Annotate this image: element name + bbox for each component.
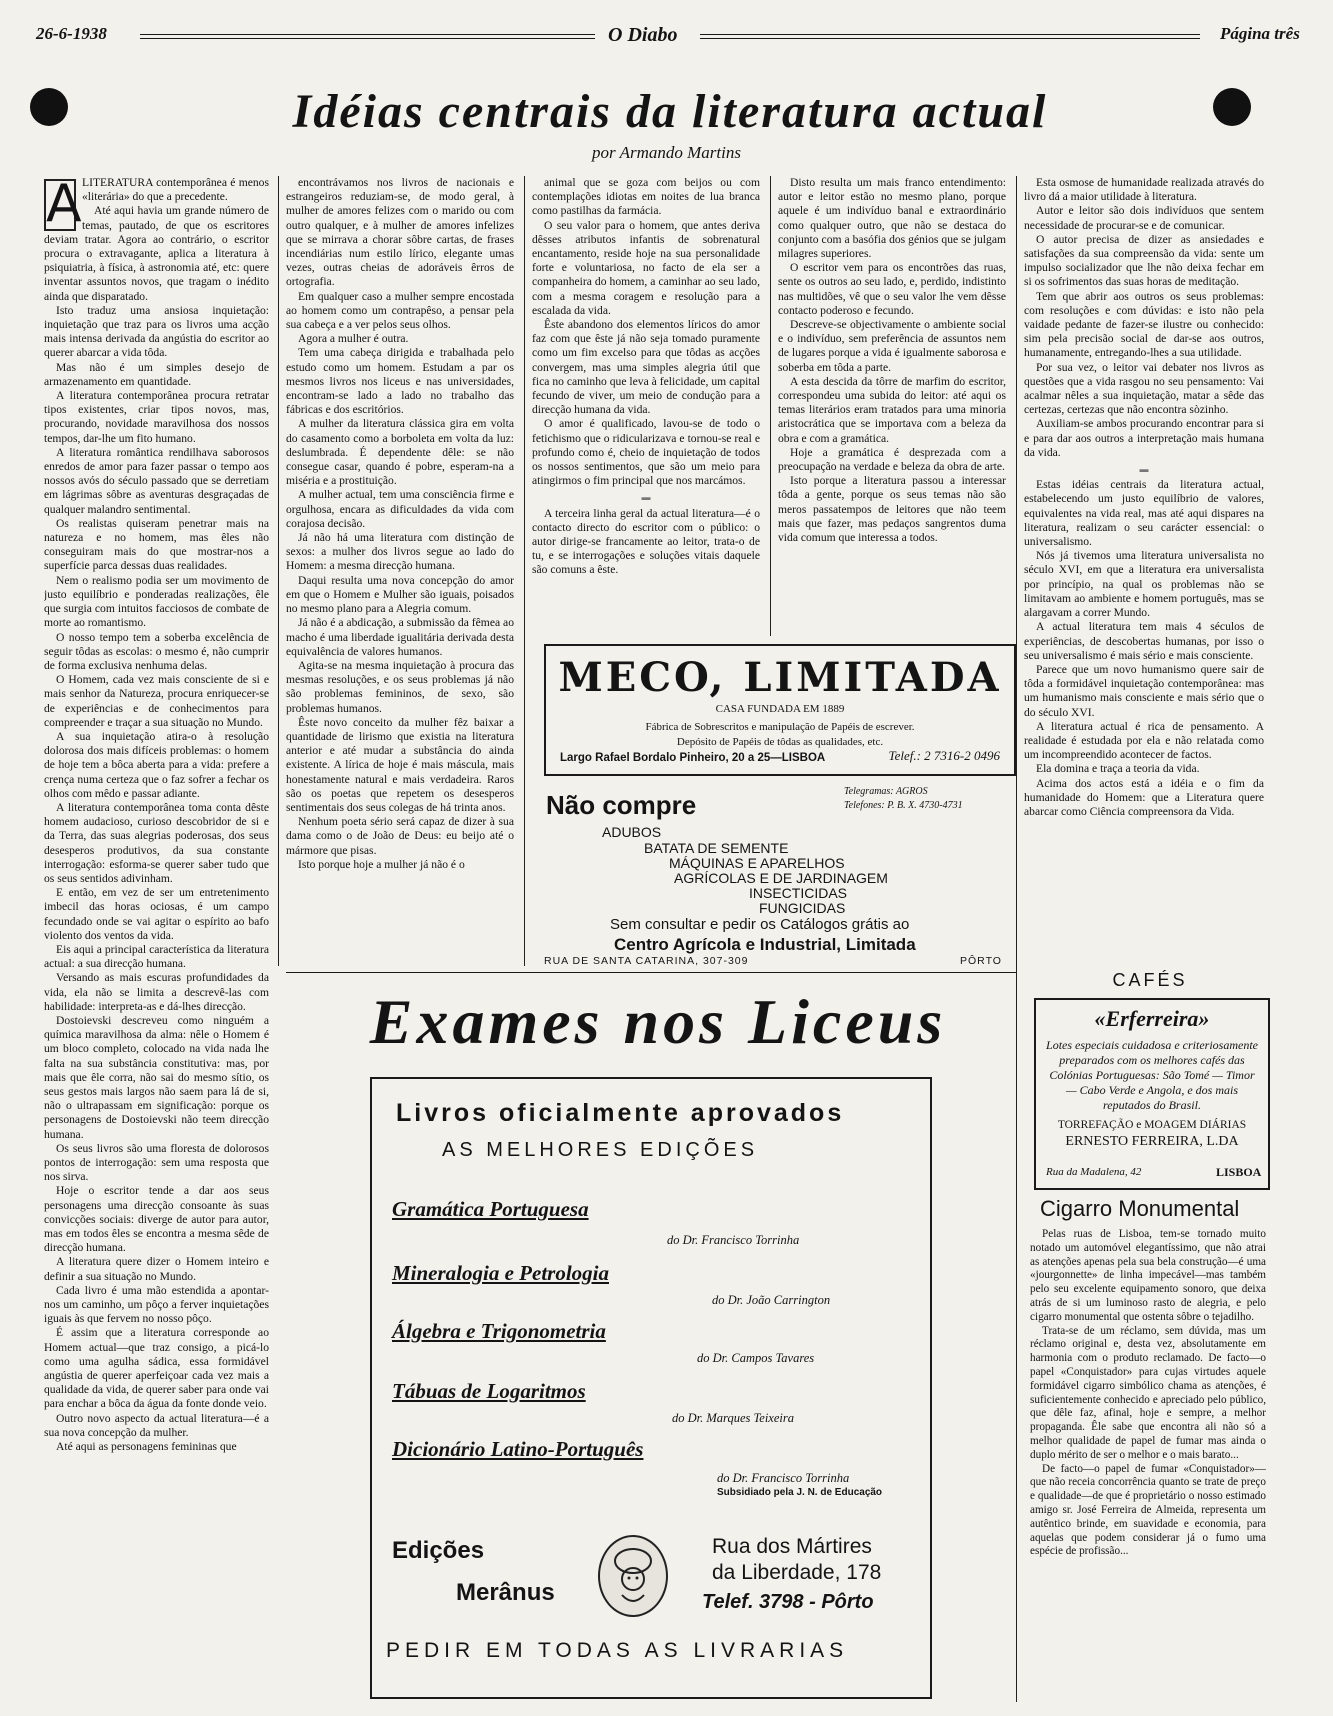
agricola-consult: Sem consultar e pedir os Catálogos grátis ao	[610, 916, 910, 933]
article-paragraph: Nem o realismo podia ser um movimento de justo equilíbrio e ponderadas realizações, êle que surgia com intuitos facciosos de combate de morte ao romantismo.	[44, 573, 269, 630]
cafes-owner: ERNESTO FERREIRA, L.DA	[1065, 1134, 1239, 1149]
article-paragraph: O Homem, cada vez mais consciente de si e mais senhor da Natureza, procura enriquecer-se de experiências e de conhecimentos para compreender e traçar a sua situação no Mundo.	[44, 673, 269, 729]
article-paragraph: Disto resulta um mais franco entendimento: autor e leitor estão no mesmo plano, porque aquele é um indivíduo banal e extraordinário como qualquer outro, que não se destaca do conjunto com a basófia dos génios que se julgam milagres superiores.	[778, 176, 1006, 261]
cafes-ad	[1030, 970, 1270, 991]
article-paragraph: O seu valor para o homem, que antes deriva dêsses atributos infantis de sobrenatural encantamento, reside hoje na sua personalidade forte e voluntariosa, no facto de ela ser a companheira do homem, a caminhar ao seu lado, com a mesma coragem e resolução para a escalada da vida.	[532, 218, 760, 317]
article-paragraph: Estas idéias centrais da literatura actual, estabelecendo um justo equilíbrio de valores, equivalentes na vida real, mas até aqui dispares na literatura, realizam o seu carácter essencial: o universalismo.	[1024, 478, 1264, 549]
column-divider	[524, 176, 525, 966]
cigarro-text	[1030, 1228, 1266, 1702]
article-paragraph: Isto porque a literatura passou a interessar tôda a gente, porque os seus temas não são meros passatempos de leitores que não teem mais que fazer, mas pedaços sangrentos duma vida comum que interessa a todos.	[778, 474, 1006, 545]
book-title: Gramática Portuguesa	[392, 1197, 589, 1221]
meco-address: Largo Rafael Bordalo Pinheiro, 20 a 25—LISBOA	[560, 752, 826, 764]
agricola-item: INSECTICIDAS	[749, 885, 848, 901]
article-paragraph: A actual literatura tem mais 4 séculos de experiências, de descobertas humanas, por isso o seu universalismo é mais sério e mais consciente.	[1024, 620, 1264, 662]
article-paragraph: animal que se goza com beijos ou com contemplações idiotas em noites de lua branca como pastilhas da farmácia.	[532, 176, 760, 218]
exames-headline: Exames nos Liceus	[369, 986, 947, 1057]
title-bullet-right	[1213, 88, 1251, 126]
exames-melhores: AS MELHORES EDIÇÕES	[442, 1139, 759, 1161]
meco-name: MECO, LIMITADA	[558, 654, 1002, 701]
article-paragraph: Hoje a gramática é desprezada com a preocupação na verdade e beleza da obra de arte.	[778, 445, 1006, 474]
agricola-item: BATATA DE SEMENTE	[644, 840, 789, 856]
article-paragraph: Eis aqui a principal característica da literatura actual: a sua direcção humana.	[44, 942, 269, 971]
article-paragraph: A sua inquietação atira-o à resolução dolorosa dos mais difíceis problemas: o homem de hoje tem a bôca aberta para a vida: prefere a crença numa certeza que o faz sofrer a fechar os olhos com mêdo e passar adiante.	[44, 729, 269, 800]
book-title: Álgebra e Trigonometria	[392, 1319, 606, 1343]
article-paragraph: Isto traduz uma ansiosa inquietação: inquietação que traz para os livros uma acção mais intensa derivada da angústia do escritor ao querer abarcar a vida tôda.	[44, 303, 269, 360]
cafes-label: CAFÉS	[1112, 970, 1188, 990]
article-paragraph: Agita-se na mesma inquietação à procura das mesmas resoluções, e os seus problemas já não são problemas femininos, de sexo, são problemas humanos.	[286, 658, 514, 715]
drop-cap: A	[46, 176, 82, 234]
article-column-4	[778, 176, 1006, 636]
article-paragraph: Dostoievski descreveu como ninguém a química maravilhosa da alma: nêle o Homem é um bloco completo, colocado na vida nada lhe falta na sua substância constitutiva: mas, por mais que êle corra, não sai do mesmo sítio, os seus gestos mais largos não saem para lá de si, não o ultrapassam em significação: porque os personagens de Dostoievski não teem direcção humana.	[44, 1013, 269, 1141]
article-paragraph: Isto porque hoje a mulher já não é o	[298, 857, 465, 871]
article-paragraph: A literatura contemporânea toma conta dêste homem audacioso, curioso descobridor de si e da Terra, das suas alegrias poderosas, dos seus desesperos produtivos, da sua constante interrogação: esforma-se querer saber tudo que os seus sentidos adivinham.	[44, 800, 269, 885]
newspaper-name: O Diabo	[608, 24, 678, 46]
article-column-2	[286, 176, 514, 966]
cigarro-paragraph: Trata-se de um réclamo, sem dúvida, mas um réclamo original e, desta vez, absolutamente em harmonia com o produto reclamado. De facto—o papel «Conquistador» para cujas virtudes aquele formidável cigarro simbólico chama as atenções, é suficientemente conhecido e apreciado pelo público, que dêle faz, afinal, hoje e sempre, a melhor propaganda. Êle sabe que encontra ali não só a melhor qualidade de papel de fumar mas ainda o duplo mérito de ser o melhor e o mais barato...	[1030, 1324, 1266, 1461]
article-byline: por Armando Martins	[592, 143, 741, 162]
agricola-item: MÁQUINAS E APARELHOS	[669, 855, 845, 871]
article-paragraph: Êste novo conceito da mulher fêz baixar a quantidade de lirismo que existia na literatura anterior e até mudar a substância do ainda existente. A lírica de hoje é mais máscula, mais honestamente natural e mais verdadeira. Raros são os poetas que repetem os desesperos sentimentais dos seus colegas de há trinta anos.	[286, 715, 514, 814]
article-paragraph: Agora a mulher é outra.	[298, 332, 409, 346]
article-paragraph: Tem que abrir aos outros os seus problemas: com resoluções e com dúvidas: e isto não pela vaidade pedante de fazer-se ilustre ou conhecido: sim pela precisão social de dar-se aos outros, humanamente, entregando-lhes a sua utilidade.	[1024, 289, 1264, 360]
publisher-edicoes: Edições	[392, 1537, 485, 1564]
section-separator: ▬	[641, 492, 651, 503]
article-paragraph: Esta osmose de humanidade realizada através do livro dá a maior utilidade à literatura.	[1024, 176, 1264, 204]
cafes-address: Rua da Madalena, 42	[1046, 1166, 1142, 1178]
article-paragraph: Daqui resulta uma nova concepção do amor em que o Homem e Mulher são iguais, poisados no mesmo plano para a Alegria comum.	[286, 573, 514, 616]
article-paragraph: Parece que um novo humanismo quere sair de tôda a formidável inquietação contemporânea: mas um humanismo mais consciente e mais sério que o do século XVI.	[1024, 662, 1264, 719]
article-column-3	[532, 176, 760, 636]
agricola-item: ADUBOS	[602, 824, 662, 840]
cigarro-paragraph: Pelas ruas de Lisboa, tem-se tornado muito notado um automóvel elegantíssimo, que não atrai as atenções apenas pela sua bela construção—é uma «jourgonnette» de linha impecável—mas também pelo seu excelente equipamento sonoro, que deixa atrás de si um luminoso rasto de alegria, e pelo cigarro monumental que ostenta sôbre o tejadilho.	[1030, 1228, 1266, 1323]
article-paragraph: O autor precisa de dizer as ansiedades e satisfações da sua compreensão da vida: sente um impulso socializador que lhe não deixa fechar em si os sofrimentos das suas horas de meditação.	[1024, 232, 1264, 289]
agricola-street: RUA DE SANTA CATARINA, 307-309	[544, 955, 749, 967]
publisher-address2: da Liberdade, 178	[712, 1561, 882, 1584]
cigarro-title: Cigarro Monumental	[1040, 1196, 1240, 1221]
article-paragraph: Hoje o escritor tende a dar aos seus personagens uma direcção consoante às suas convicções sociais: diverge de autor para autor, mas em todos êles se encontra a mesma sêde de direcção humana.	[44, 1184, 269, 1255]
exames-pedir: PEDIR EM TODAS AS LIVRARIAS	[386, 1639, 849, 1662]
article-paragraph: Êste abandono dos elementos líricos do amor faz com que êste já não seja tomado puramente como um fim excelso para que tôdas as acções convergem, mas uma simples alegria útil que fica no caminho que leva à felicidade, um capital fecundo de viver, um meio de condução para a direcção humana da vida.	[532, 318, 760, 417]
article-paragraph: Os seus livros são uma floresta de dolorosos pontos de interrogação: sem uma resposta que nos sirva.	[44, 1141, 269, 1184]
publisher-logo	[598, 1535, 668, 1617]
agricola-title: Não compre	[546, 790, 697, 820]
cafes-description: Lotes especiais cuidadosa e criteriosamente preparados com os melhores cafés das Colónias Portuguesas: São Tomé — Timor — Cabo Verde e Angola, e dos mais reputados do Brasil.	[1046, 1038, 1258, 1112]
cafes-box	[1034, 998, 1270, 1190]
article-paragraph: LITERATURA contemporânea é menos «literária» do que a precedente.	[82, 176, 269, 204]
article-paragraph: A mulher actual, tem uma consciência firme e orgulhosa, encara as dificuldades da vida com corajosa decisão.	[286, 488, 514, 530]
book-author: do Dr. Francisco Torrinha	[717, 1471, 850, 1485]
cigarro-paragraph: De facto—o papel de fumar «Conquistador»—que não receia concorrência quanto se trate de preço e qualidade—de que é proprietário o nosso estimado amigo sr. José Ferreira de Almeida, representa um autêntico brinde, em suavidade e economia, para aquelas que podem considerar já o fumo uma espécie de profissão...	[1030, 1462, 1266, 1558]
article-paragraph: Por sua vez, o leitor vai debater nos livros as questões que a vida rasgou no seu pensamento: Vai acalmar nêles a sua inquietação, matar a sêde das certezas, certezas que não encontra sòzinho.	[1024, 360, 1264, 417]
article-paragraph: Cada livro é uma mão estendida a apontar-nos um caminho, um pôço a ferver inquietações iguais às que fervem no nosso pôço.	[44, 1283, 269, 1326]
meco-ad	[544, 644, 1016, 776]
article-paragraph: A literatura quere dizer o Homem inteiro e definir a sua situação no Mundo.	[44, 1255, 269, 1283]
book-title: Mineralogia e Petrologia	[392, 1261, 609, 1285]
article-paragraph: Já não há uma literatura com distinção de sexos: a mulher dos livros segue ao lado do Homem: a mesma direcção humana.	[286, 531, 514, 573]
title-bullet-left	[30, 88, 68, 126]
column-divider	[278, 176, 279, 966]
agricola-city: PÔRTO	[960, 955, 1002, 967]
cafes-brand: «Erferreira»	[1094, 1006, 1210, 1031]
article-paragraph: encontrávamos nos livros de nacionais e estrangeiros reduziam-se, de modo geral, à mulher de amores felizes com o marido ou com outro qualquer, e à mulher de amores infelizes que se mirrava a chorar sôbre cartas, de frases incendiárias num estilo lírico, elegante umas vezes, outras cheias de adoráveis êrros de ortografia.	[286, 176, 514, 289]
article-paragraph: O amor é qualificado, lavou-se de todo o fetichismo que o ridicularizava e tornou-se real e profundo como é, cheio de inquietação de todos os nossos sentimentos, que são um meio para atingirmos o fim principal que nos marcámos.	[532, 417, 760, 488]
publisher-phone: Telef. 3798 - Pôrto	[702, 1591, 874, 1613]
article-paragraph: Em qualquer caso a mulher sempre encostada ao homem como um contrapêso, a pensar pela sua cabeça e a ver pelos seus olhos.	[286, 289, 514, 332]
column-divider	[770, 176, 771, 636]
header-rule-right	[700, 34, 1200, 39]
article-paragraph: A literatura actual é rica de pensamento. A realidade é estudada por ela e não relatada como um incompreendido acontecer de factos.	[1024, 719, 1264, 762]
book-subsidy: Subsidiado pela J. N. de Educação	[717, 1487, 883, 1498]
article-paragraph: Até aqui as personagens femininas que	[56, 1440, 237, 1454]
article-paragraph: Autor e leitor são dois indivíduos que sentem necessidade de procurar-se e de comunicar.	[1024, 204, 1264, 232]
article-paragraph: A esta descida da tôrre de marfim do escritor, correspondeu uma subida do leitor: até aqui os temas literários eram tratados para uma minoria aristocrática que se importava com a beleza da obra e com a gramática.	[778, 374, 1006, 445]
article-title: Idéias centrais da literatura actual	[292, 85, 1048, 138]
publisher-meranus: Merânus	[456, 1579, 555, 1606]
agricola-item: AGRÍCOLAS E DE JARDINAGEM	[674, 870, 888, 886]
article-paragraph: Mas não é um simples desejo de armazenamento em quantidade.	[44, 360, 269, 388]
article-paragraph: A mulher da literatura clássica gira em volta do casamento como a borboleta em volta da luz: deslumbrada. É dependente dêle: se não consegue casar, quando é pobre, esperam-na a miséria e a prostituição.	[286, 417, 514, 488]
article-paragraph: Os realistas quiseram penetrar mais na natureza e no homem, mas êles não conseguiram mais do que mostrar-nos a superfície parca dessas duas realidades.	[44, 516, 269, 573]
article-paragraph: Acima dos actos está a idéia e o fim da humanidade do Homem: que a Literatura quere abarcar como Ciência compreensora da Vida.	[1024, 776, 1264, 818]
header-rule-left	[140, 34, 595, 39]
ad-separator	[286, 972, 1016, 973]
article-paragraph: O nosso tempo tem a soberba excelência de seguir tôdas as escolas: o mesmo é, não cumprir de forma exclusiva nenhuma delas.	[44, 630, 269, 672]
article-paragraph: E então, em vez de ser um entretenimento imbecil das horas ociosas, é um campo fecundado onde se vai agitar o espírito ao bafo violento dos ventos da vida.	[44, 886, 269, 942]
article-paragraph: Tem uma cabeça dirigida e trabalhada pelo estudo como um homem. Estudam a par os mesmos livros nos liceus e nas universidades, encontram-se lado a lado no trabalho das fábricas e dos escritórios.	[286, 346, 514, 417]
meco-founded: CASA FUNDADA EM 1889	[715, 703, 845, 715]
cafes-torrefacao: TORREFAÇÃO e MOAGEM DIÁRIAS	[1057, 1119, 1247, 1131]
article-paragraph: É assim que a literatura corresponde ao Homem actual—que traz consigo, a picá-lo como uma agulha sádica, essa formidável angústia de querer aperfeiçoar cada vez mais a qualidade da vida, de querer saber para onde vai para enchar a bôca da água da fonte donde veio.	[44, 1326, 269, 1411]
agricola-item: FUNGICIDAS	[759, 900, 846, 916]
exames-livros: Livros oficialmente aprovados	[396, 1099, 845, 1127]
meco-phone: Telef.: 2 7316-2 0496	[888, 748, 1000, 763]
article-paragraph: Versando as mais escuras profundidades da vida, ela não se limita a descrevê-las com habilidade: interpreta-as e dá-lhes direcção.	[44, 971, 269, 1013]
agricola-ad	[544, 782, 1014, 968]
article-paragraph: Outro novo aspecto da actual literatura—é a sua nova concepção da mulher.	[44, 1411, 269, 1439]
book-title: Tábuas de Logaritmos	[392, 1379, 586, 1403]
article-column-1	[44, 176, 269, 1702]
turbaned-head-icon	[600, 1537, 666, 1615]
page-number: Página três	[1220, 24, 1300, 43]
agricola-telegramas: Telegramas: AGROS	[844, 786, 928, 797]
issue-date: 26-6-1938	[36, 24, 107, 43]
article-paragraph: Já não é a abdicação, a submissão da fêmea ao macho é uma liberdade igualitária derivada desta equivalência de valores humanos.	[286, 616, 514, 658]
article-paragraph: A literatura contemporânea procura retratar tipos existentes, criar tipos novos, mas, procurando, novidade maravilhosa dos nossos tempos, dar-lhe um fito humano.	[44, 389, 269, 445]
section-separator: ▬	[1139, 464, 1149, 475]
publisher-address1: Rua dos Mártires	[712, 1535, 872, 1558]
book-author: do Dr. João Carrington	[712, 1293, 831, 1307]
article-paragraph: Auxiliam-se ambos procurando encontrar para si e para dar aos outros a interpretação mais humana da vida.	[1024, 417, 1264, 459]
article-paragraph: Até aqui havia um grande número de temas, pautado, de que os escritores deviam tratar. Agora ao contrário, o escritor procura o extravagante, aplica a literatura à psiquiatria, à física, à astronomia até, etc: quere inventar assuntos novos, que tragam o inédito ainda que disparatado.	[44, 204, 269, 303]
meco-line2: Depósito de Papéis de tôdas as qualidades, etc.	[676, 736, 884, 748]
book-author: do Dr. Francisco Torrinha	[667, 1233, 800, 1247]
book-author: do Dr. Campos Tavares	[697, 1351, 815, 1365]
column-divider	[1016, 176, 1017, 1702]
article-paragraph: Nós já tivemos uma literatura universalista no século XVI, em que a literatura era universalista por princípio, na qual os problemas não se limitavam ao ambiente e homem português, mas se alargavam a correr Mundo.	[1024, 549, 1264, 620]
agricola-centro: Centro Agrícola e Industrial, Limitada	[614, 935, 916, 954]
exames-books-box	[370, 1077, 932, 1699]
article-paragraph: A terceira linha geral da actual literatura—é o contacto directo do escritor com o público: o autor dirige-se francamente ao leitor, trata-o de tu, e se interrogações e soluções vitais daquele são comuns a êste.	[532, 506, 760, 577]
article-column-5	[1024, 176, 1264, 976]
cafes-city: LISBOA	[1216, 1165, 1262, 1179]
book-author: do Dr. Marques Teixeira	[672, 1411, 794, 1425]
meco-line1: Fábrica de Sobrescritos e manipulação de Papéis de escrever.	[645, 721, 915, 733]
article-paragraph: Ela domina e traça a teoria da vida.	[1036, 762, 1200, 776]
agricola-telefones: Telefones: P. B. X. 4730-4731	[844, 800, 963, 811]
article-paragraph: Nenhum poeta sério será capaz de dizer à sua dama como o de João de Deus: eu beijo até o mármore que pisas.	[286, 815, 514, 857]
book-title: Dicionário Latino-Português	[392, 1437, 644, 1461]
article-paragraph: A literatura romântica rendilhava saborosos enredos de amor para fazer passar o tempo aos nossos avós do século passado que se derretiam em lágrimas sôbre as aventuras desgraçadas de qualquer malandro sentimental.	[44, 445, 269, 516]
article-paragraph: O escritor vem para os encontrões das ruas, sente os outros ao seu lado, e, perdido, indistinto nas multidões, vê que o seu valor lhe vem dêsse contacto poderoso e fecundo.	[778, 261, 1006, 317]
article-paragraph: Descreve-se objectivamente o ambiente social e o indivíduo, sem preferência de assuntos nem de lugares porque a vida é igualmente saborosa e soberba em tôda a parte.	[778, 318, 1006, 374]
